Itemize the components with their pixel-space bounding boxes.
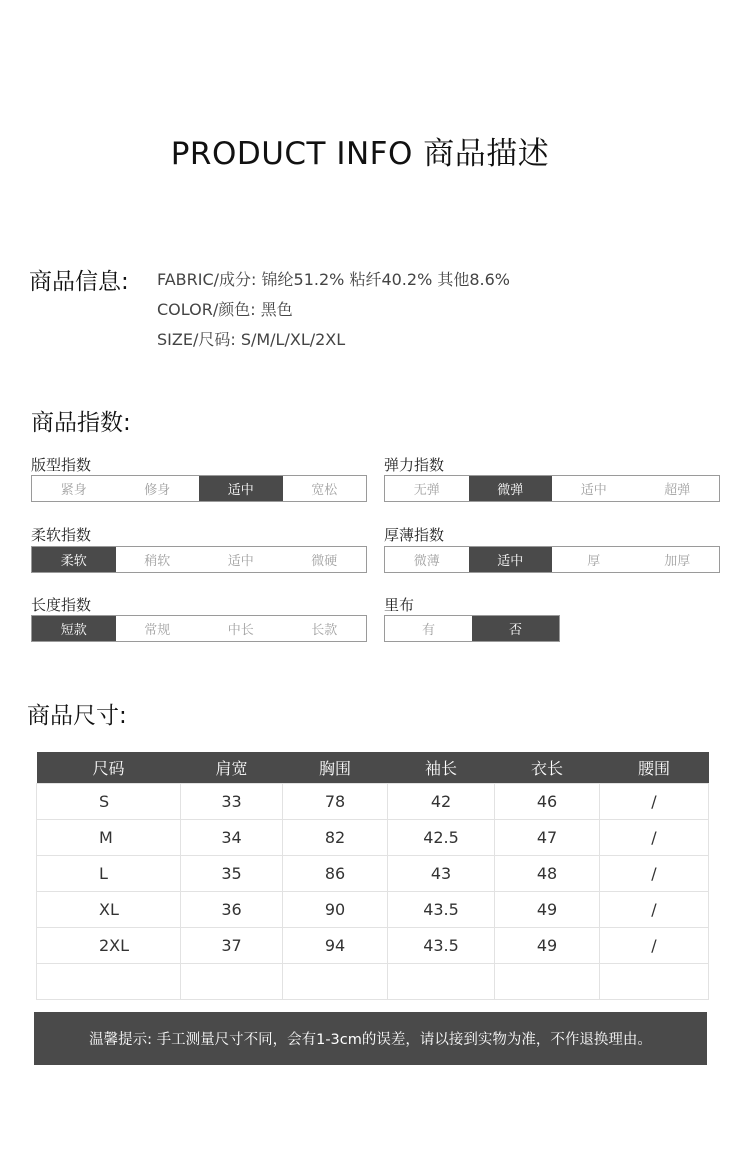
index-option: 中长 bbox=[227, 623, 254, 638]
table-cell: 47 bbox=[495, 820, 600, 856]
table-cell: 35 bbox=[181, 856, 283, 892]
size-col-header: 衣长 bbox=[495, 752, 600, 784]
index-option: 宽松 bbox=[311, 483, 338, 498]
info-fabric: FABRIC/成分: 锦纶51.2% 粘纤40.2% 其他8.6% bbox=[157, 270, 511, 289]
size-col-header: 肩宽 bbox=[181, 752, 283, 784]
info-size: SIZE/尺码: S/M/L/XL/2XL bbox=[157, 330, 346, 349]
index-label: 柔软指数 bbox=[31, 526, 92, 544]
table-cell: S bbox=[37, 784, 181, 820]
index-option: 无弹 bbox=[413, 483, 440, 498]
table-cell: / bbox=[600, 892, 709, 928]
table-cell: L bbox=[37, 856, 181, 892]
table-cell: 90 bbox=[283, 892, 388, 928]
index-label: 里布 bbox=[384, 596, 415, 614]
index-option-selected: 短款 bbox=[32, 616, 116, 641]
index-label: 厚薄指数 bbox=[384, 526, 445, 544]
index-option: 稍软 bbox=[144, 554, 171, 569]
index-option-selected: 微弹 bbox=[469, 476, 553, 501]
index-option-selected: 柔软 bbox=[32, 547, 116, 572]
index-bar bbox=[384, 475, 720, 502]
table-cell: XL bbox=[37, 892, 181, 928]
table-row bbox=[37, 784, 709, 820]
table-cell bbox=[37, 964, 181, 1000]
index-bar bbox=[384, 615, 560, 642]
size-col-header: 胸围 bbox=[283, 752, 388, 784]
table-cell bbox=[388, 964, 495, 1000]
indices-section-title: 商品指数: bbox=[31, 410, 131, 436]
table-cell bbox=[283, 964, 388, 1000]
index-label: 长度指数 bbox=[31, 596, 92, 614]
table-cell: 42 bbox=[388, 784, 495, 820]
size-col-header: 袖长 bbox=[388, 752, 495, 784]
table-cell: 33 bbox=[181, 784, 283, 820]
index-option: 修身 bbox=[144, 483, 171, 498]
info-section-title: 商品信息: bbox=[29, 269, 129, 295]
index-bar bbox=[384, 546, 720, 573]
index-bar bbox=[31, 475, 367, 502]
table-cell: M bbox=[37, 820, 181, 856]
table-cell: 49 bbox=[495, 892, 600, 928]
index-option-selected: 适中 bbox=[199, 476, 283, 501]
index-option: 微薄 bbox=[413, 554, 440, 569]
index-bar bbox=[31, 615, 367, 642]
table-cell: 86 bbox=[283, 856, 388, 892]
table-row bbox=[37, 892, 709, 928]
info-color: COLOR/颜色: 黑色 bbox=[157, 300, 293, 319]
index-option: 适中 bbox=[227, 554, 254, 569]
table-cell: 78 bbox=[283, 784, 388, 820]
table-cell bbox=[495, 964, 600, 1000]
size-table bbox=[36, 752, 709, 1000]
table-cell: 2XL bbox=[37, 928, 181, 964]
table-cell: / bbox=[600, 856, 709, 892]
index-option: 长款 bbox=[311, 623, 338, 638]
size-col-header: 尺码 bbox=[37, 752, 181, 784]
table-cell: / bbox=[600, 784, 709, 820]
table-cell: 94 bbox=[283, 928, 388, 964]
page-title: PRODUCT INFO 商品描述 bbox=[170, 136, 550, 172]
table-row bbox=[37, 964, 709, 1000]
table-cell: 48 bbox=[495, 856, 600, 892]
index-bar bbox=[31, 546, 367, 573]
table-row bbox=[37, 928, 709, 964]
index-option: 适中 bbox=[580, 483, 607, 498]
table-cell: 37 bbox=[181, 928, 283, 964]
table-row bbox=[37, 820, 709, 856]
sizes-section-title: 商品尺寸: bbox=[27, 703, 127, 729]
index-option-selected: 适中 bbox=[469, 547, 553, 572]
index-option: 有 bbox=[421, 623, 435, 638]
table-cell: / bbox=[600, 820, 709, 856]
index-option: 常规 bbox=[144, 623, 171, 638]
table-cell: 43.5 bbox=[388, 892, 495, 928]
table-cell bbox=[181, 964, 283, 1000]
index-label: 弹力指数 bbox=[384, 456, 445, 474]
table-cell: 43.5 bbox=[388, 928, 495, 964]
index-label: 版型指数 bbox=[31, 456, 92, 474]
index-option: 超弹 bbox=[664, 483, 691, 498]
table-cell: 42.5 bbox=[388, 820, 495, 856]
table-cell: 49 bbox=[495, 928, 600, 964]
tip-banner: 温馨提示: 手工测量尺寸不同，会有1-3cm的误差，请以接到实物为准，不作退换理由。 bbox=[34, 1012, 707, 1065]
table-cell: 46 bbox=[495, 784, 600, 820]
table-row bbox=[37, 856, 709, 892]
table-cell: 43 bbox=[388, 856, 495, 892]
size-col-header: 腰围 bbox=[600, 752, 709, 784]
table-cell: 36 bbox=[181, 892, 283, 928]
table-cell bbox=[600, 964, 709, 1000]
table-cell: 82 bbox=[283, 820, 388, 856]
index-option-selected: 否 bbox=[472, 616, 559, 641]
index-option: 厚 bbox=[587, 554, 601, 569]
index-option: 加厚 bbox=[664, 554, 691, 569]
table-cell: 34 bbox=[181, 820, 283, 856]
index-option: 紧身 bbox=[60, 483, 87, 498]
index-option: 微硬 bbox=[311, 554, 338, 569]
table-cell: / bbox=[600, 928, 709, 964]
size-table-header bbox=[37, 752, 709, 784]
